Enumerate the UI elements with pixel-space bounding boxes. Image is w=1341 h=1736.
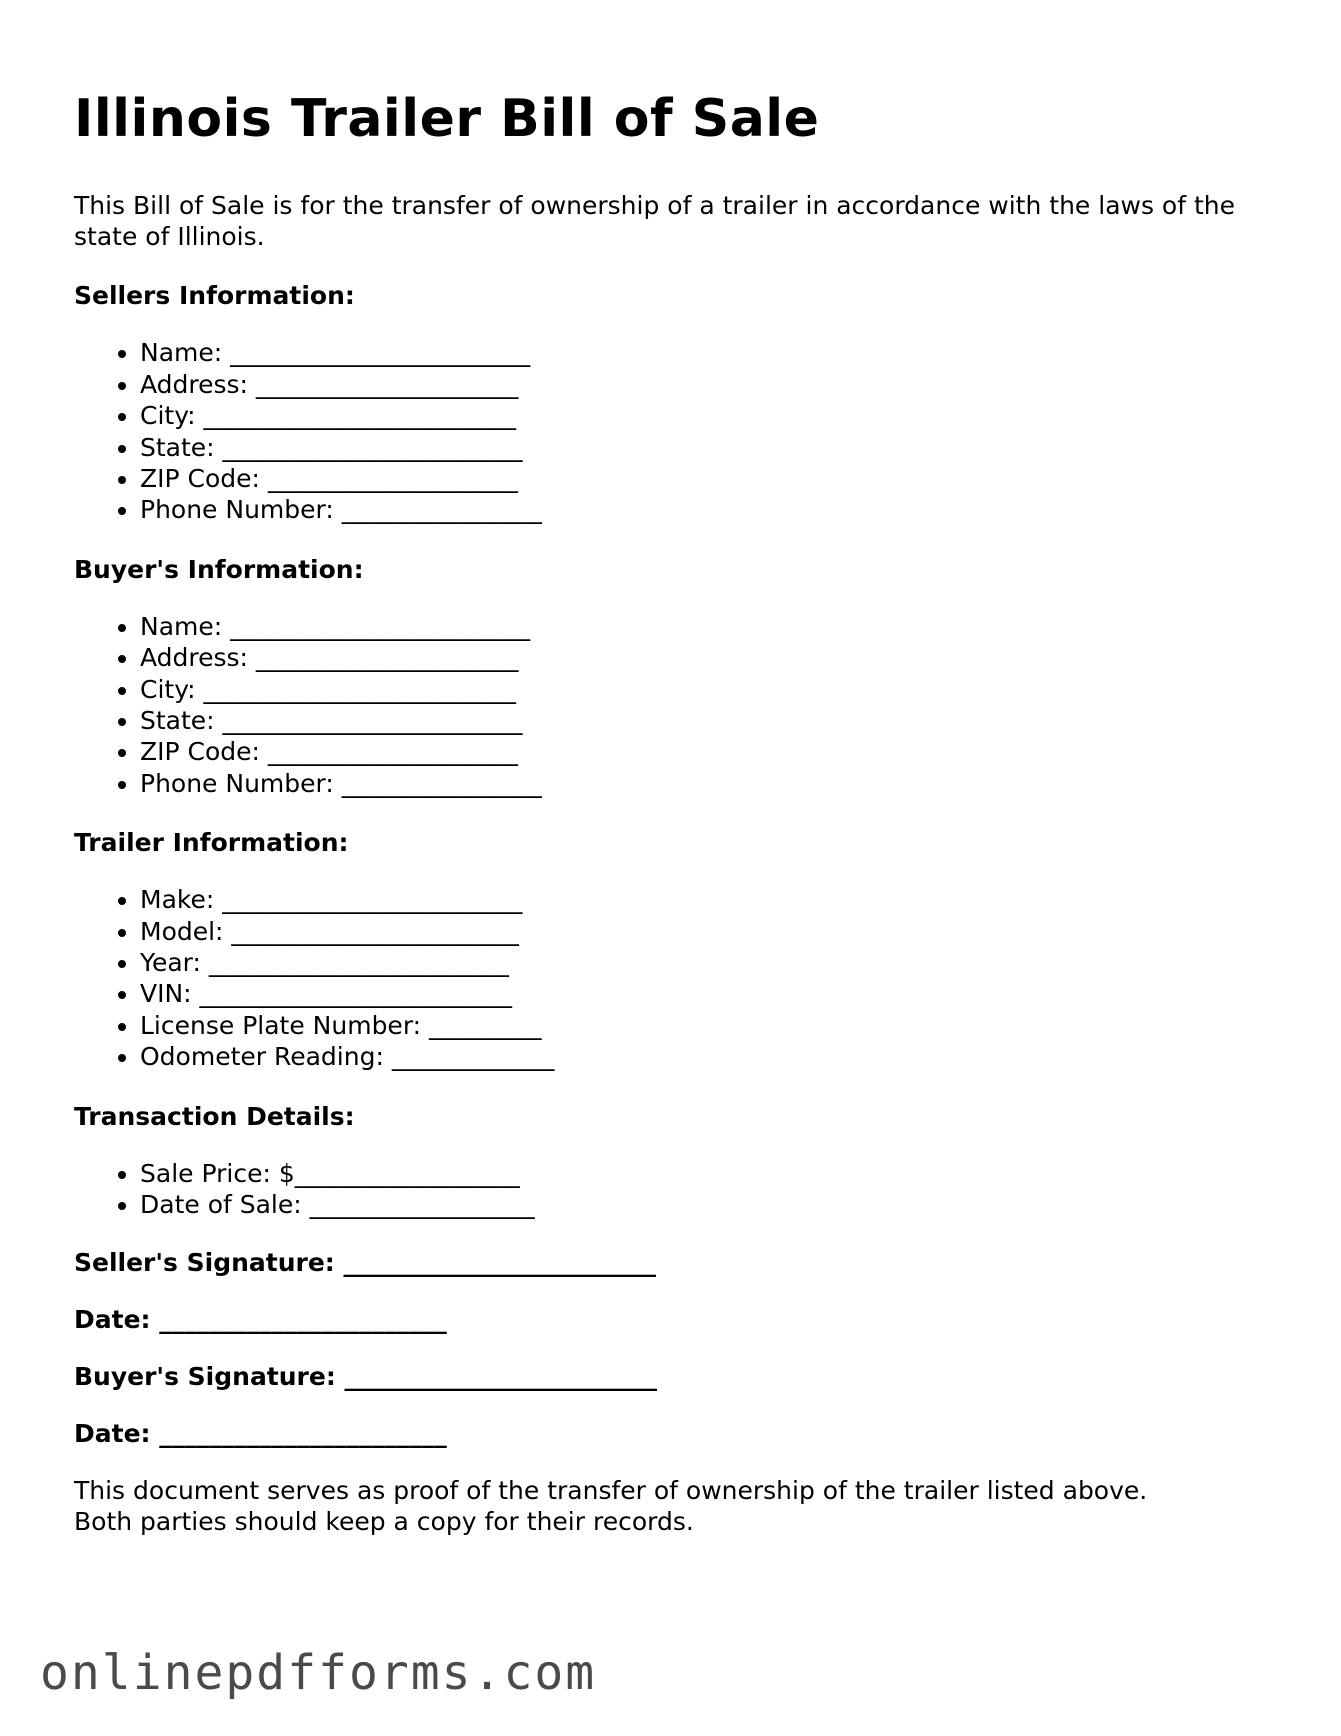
buyer-address-field[interactable]: • Address: _____________________ — [140, 642, 1274, 673]
document-page — [74, 88, 1274, 1538]
intro-paragraph: This Bill of Sale is for the transfer of ownership of a trailer in accordance with the laws of the state of Illinois. — [74, 191, 1235, 252]
buyer-field-list — [74, 611, 1274, 799]
trailer-year-field[interactable]: • Year: ________________________ — [140, 947, 1274, 978]
sale-price-field[interactable]: • Sale Price: $__________________ — [140, 1158, 1274, 1189]
seller-phone-field[interactable]: • Phone Number: ________________ — [140, 494, 1274, 525]
date-of-sale-field[interactable]: • Date of Sale: __________________ — [140, 1189, 1274, 1220]
trailer-vin-field[interactable]: • VIN: _________________________ — [140, 978, 1274, 1009]
page-title: Illinois Trailer Bill of Sale — [74, 89, 820, 149]
seller-city-field[interactable]: • City: _________________________ — [140, 400, 1274, 431]
closing-line-1: This document serves as proof of the transfer of ownership of the trailer listed above. — [74, 1475, 1148, 1505]
seller-signature-line[interactable]: Seller's Signature: _________________________ — [74, 1247, 656, 1277]
seller-field-list — [74, 337, 1274, 525]
trailer-field-list — [74, 884, 1274, 1072]
transaction-section-heading: Transaction Details: — [74, 1101, 355, 1131]
buyer-state-field[interactable]: • State: ________________________ — [140, 705, 1274, 736]
closing-line-2: Both parties should keep a copy for their records. — [74, 1507, 694, 1537]
seller-zip-field[interactable]: • ZIP Code: ____________________ — [140, 463, 1274, 494]
buyer-date-line[interactable]: Date: _______________________ — [74, 1418, 447, 1448]
seller-address-field[interactable]: • Address: _____________________ — [140, 369, 1274, 400]
trailer-section-heading: Trailer Information: — [74, 828, 349, 858]
seller-date-line[interactable]: Date: _______________________ — [74, 1304, 447, 1334]
watermark-logo: onlinepdfforms.com — [40, 1645, 597, 1701]
seller-state-field[interactable]: • State: ________________________ — [140, 432, 1274, 463]
seller-name-field[interactable]: • Name: ________________________ — [140, 337, 1274, 368]
buyer-name-field[interactable]: • Name: ________________________ — [140, 611, 1274, 642]
buyer-section-heading: Buyer's Information: — [74, 554, 364, 584]
buyer-signature-line[interactable]: Buyer's Signature: _________________________ — [74, 1361, 658, 1391]
trailer-model-field[interactable]: • Model: _______________________ — [140, 916, 1274, 947]
closing-paragraph — [74, 1475, 1274, 1538]
trailer-license-plate-field[interactable]: • License Plate Number: _________ — [140, 1010, 1274, 1041]
transaction-field-list — [74, 1158, 1274, 1221]
buyer-zip-field[interactable]: • ZIP Code: ____________________ — [140, 736, 1274, 767]
buyer-city-field[interactable]: • City: _________________________ — [140, 674, 1274, 705]
trailer-make-field[interactable]: • Make: ________________________ — [140, 884, 1274, 915]
buyer-phone-field[interactable]: • Phone Number: ________________ — [140, 768, 1274, 799]
seller-section-heading: Sellers Information: — [74, 281, 355, 311]
trailer-odometer-field[interactable]: • Odometer Reading: _____________ — [140, 1041, 1274, 1072]
